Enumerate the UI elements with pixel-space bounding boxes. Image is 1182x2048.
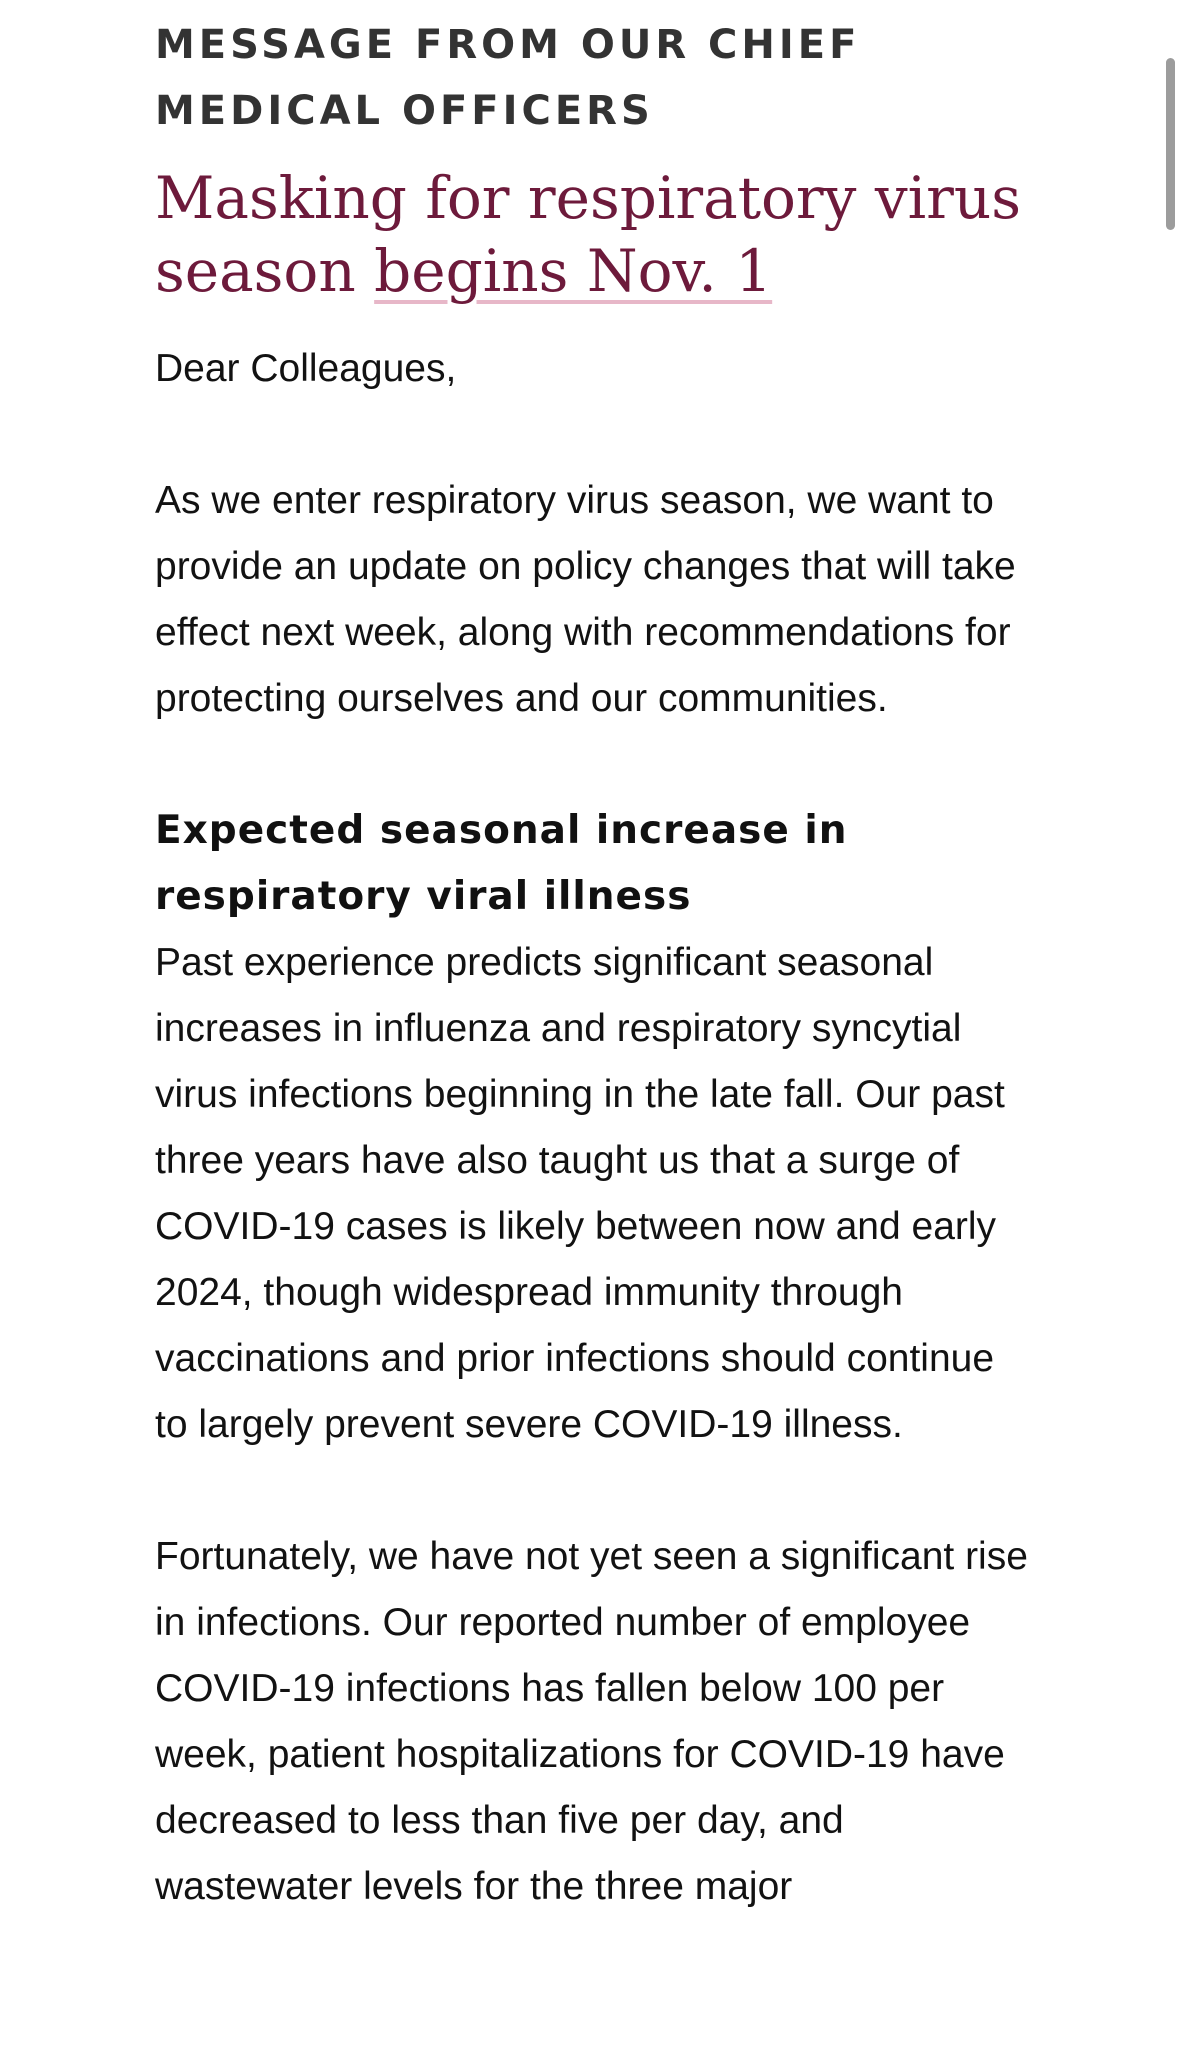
intro-paragraph: As we enter respiratory virus season, we want to provide an update on policy changes that will take effect next week, along with recommendations for protecting ourselves and our communities. — [155, 479, 1016, 720]
section-heading: Expected seasonal increase in respiratory viral illness — [155, 808, 848, 919]
headline-link[interactable]: begins Nov. 1 — [374, 237, 773, 305]
article-headline — [155, 162, 1035, 308]
article-eyebrow: MESSAGE FROM OUR CHIEF MEDICAL OFFICERS — [155, 22, 861, 134]
section-paragraph: Past experience predicts significant seasonal increases in influenza and respiratory syncytial virus infections beginning in the late fall. Our past three years have also taught us that a surge of COVID-19 cases is likely between now and early 2024, though widespread immunity through vaccinations and prior infections should continue to largely prevent severe COVID-19 illness. — [155, 941, 1005, 1446]
greeting: Dear Colleagues, — [155, 347, 457, 390]
article — [155, 0, 1035, 1920]
section-paragraph-2: Fortunately, we have not yet seen a significant rise in infections. Our reported number of employee COVID-19 infections has fallen below 100 per week, patient hospitalizations for COVID-19 have decreased to less than five per day, and wastewater levels for the three major — [155, 1535, 1028, 1908]
scrollbar-thumb[interactable] — [1166, 58, 1175, 230]
headline-text: Masking for respiratory virus season — [155, 164, 1022, 305]
scrollbar[interactable] — [1158, 0, 1182, 2048]
